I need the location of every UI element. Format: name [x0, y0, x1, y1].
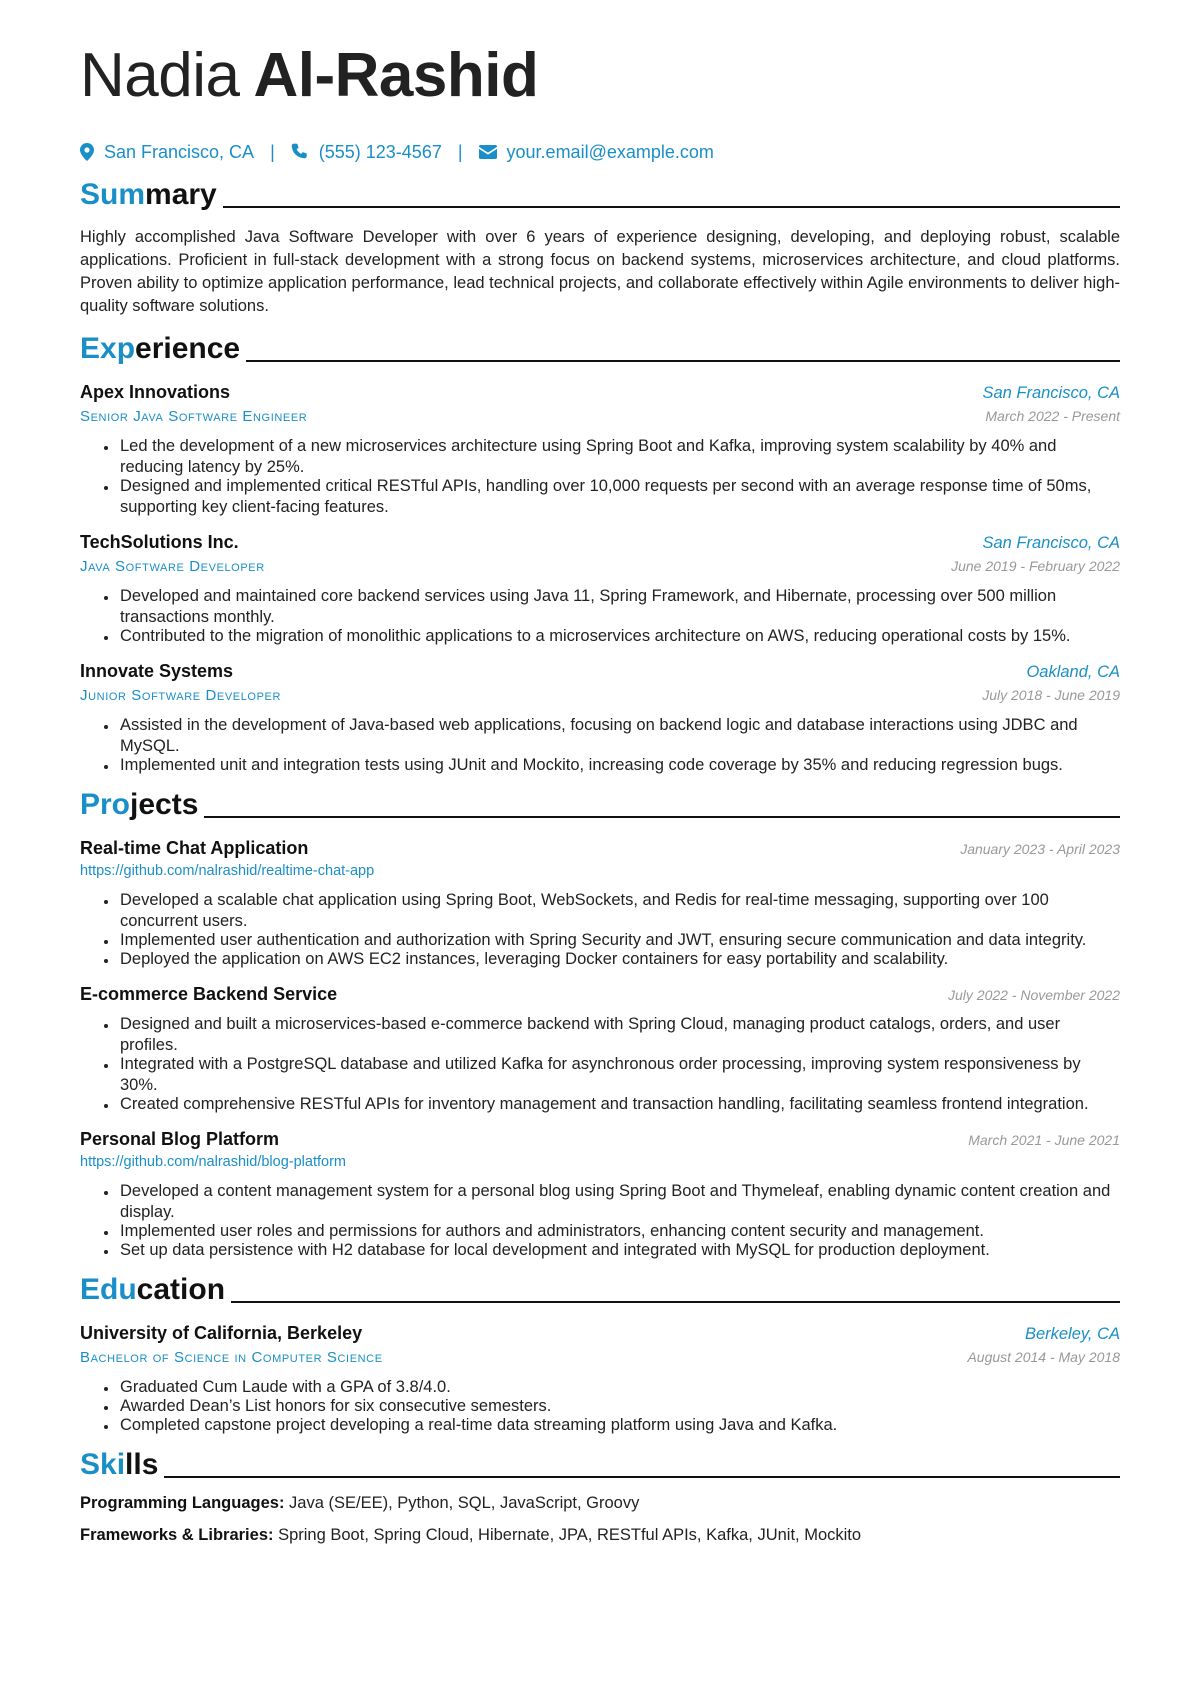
section-title: Summary — [80, 178, 217, 211]
bullet-list — [80, 890, 1120, 970]
first-name: Nadia — [80, 41, 240, 110]
project-entry — [80, 982, 1120, 1115]
job-date: June 2019 - February 2022 — [951, 558, 1120, 574]
job-location: San Francisco, CA — [982, 384, 1120, 402]
candidate-name — [80, 38, 1120, 114]
section-heading — [80, 1442, 1120, 1482]
list-item: • Completed capstone project developing a real-time data streaming platform using Java and Kafka. — [118, 1415, 1120, 1436]
list-item: • Designed and implemented critical RESTful APIs, handling over 10,000 requests per second with an average response time of 50ms, supporting key client-facing features. — [118, 476, 1120, 518]
skills-section — [80, 1442, 1120, 1546]
list-item: • Contributed to the migration of monolithic applications to a microservices architecture on AWS, reducing operational costs by 15%. — [118, 626, 1120, 647]
list-item: • Assisted in the development of Java-based web applications, focusing on backend logic and database interactions using JDBC and MySQL. — [118, 715, 1120, 757]
project-link[interactable]: https://github.com/nalrashid/realtime-chat-app — [80, 863, 375, 879]
list-item: • Implemented unit and integration tests using JUnit and Mockito, increasing code coverage by 35% and reducing regression bugs. — [118, 755, 1120, 776]
project-date: January 2023 - April 2023 — [960, 841, 1120, 857]
skill-label: Frameworks & Libraries: — [80, 1526, 274, 1544]
list-item: • Developed a scalable chat application using Spring Boot, WebSockets, and Redis for real-time messaging, supporting over 100 concurrent users. — [118, 890, 1120, 932]
project-date: July 2022 - November 2022 — [948, 987, 1120, 1003]
list-item: • Developed a content management system for a personal blog using Spring Boot and Thymeleaf, enabling dynamic content creation and display. — [118, 1181, 1120, 1223]
section-heading — [80, 1267, 1120, 1307]
job-title: Java Software Developer — [80, 558, 265, 575]
projects-section — [80, 782, 1120, 1261]
section-rule — [223, 206, 1120, 208]
list-item: • Awarded Dean’s List honors for six consecutive semesters. — [118, 1396, 1120, 1417]
company-name: TechSolutions Inc. — [80, 532, 239, 552]
bullet-list — [80, 1014, 1120, 1115]
list-item: • Created comprehensive RESTful APIs for inventory management and transaction handling, facilitating seamless frontend integration. — [118, 1094, 1120, 1115]
phone-icon — [291, 143, 309, 161]
section-title: Education — [80, 1273, 226, 1306]
company-name: Innovate Systems — [80, 661, 234, 681]
contact-email[interactable] — [479, 142, 714, 163]
map-marker-icon — [80, 143, 94, 161]
bullet-list — [80, 1377, 1120, 1436]
section-title: Projects — [80, 788, 199, 821]
skill-value: Java (SE/EE), Python, SQL, JavaScript, Groovy — [289, 1494, 640, 1512]
job-location: Oakland, CA — [1026, 663, 1120, 681]
section-rule — [204, 816, 1120, 818]
bullet-list — [80, 436, 1120, 518]
experience-section — [80, 326, 1120, 776]
list-item: • Developed and maintained core backend services using Java 11, Spring Framework, and Hibernate, processing over 500 million transactions monthly. — [118, 586, 1120, 628]
company-name: Apex Innovations — [80, 382, 231, 402]
experience-entry — [80, 380, 1120, 518]
degree: Bachelor of Science in Computer Science — [80, 1349, 383, 1366]
job-location: San Francisco, CA — [982, 534, 1120, 552]
experience-entry — [80, 530, 1120, 647]
skill-row — [80, 1492, 1120, 1514]
section-title: Skills — [80, 1448, 159, 1481]
project-link[interactable]: https://github.com/nalrashid/blog-platform — [80, 1154, 346, 1170]
project-name: Personal Blog Platform — [80, 1129, 280, 1149]
list-item: • Implemented user authentication and authorization with Spring Security and JWT, ensuring secure communication and data integrity. — [118, 930, 1120, 951]
skill-label: Programming Languages: — [80, 1494, 285, 1512]
phone-text: (555) 123-4567 — [318, 141, 442, 162]
section-rule — [231, 1301, 1120, 1303]
list-item: • Deployed the application on AWS EC2 instances, leveraging Docker containers for easy portability and scalability. — [118, 949, 1120, 970]
list-item: • Set up data persistence with H2 database for local development and integrated with MySQL for production deployment. — [118, 1240, 1120, 1261]
bullet-list — [80, 586, 1120, 647]
section-rule — [246, 360, 1120, 362]
job-title: Junior Software Developer — [80, 687, 282, 704]
list-item: • Graduated Cum Laude with a GPA of 3.8/4.0. — [118, 1377, 1120, 1398]
list-item: • Implemented user roles and permissions for authors and administrators, enhancing content security and management. — [118, 1221, 1120, 1242]
contact-phone[interactable] — [291, 142, 442, 163]
bullet-list — [80, 1181, 1120, 1261]
section-heading — [80, 326, 1120, 366]
job-date: March 2022 - Present — [985, 408, 1120, 424]
section-title: Experience — [80, 332, 241, 365]
project-date: March 2021 - June 2021 — [968, 1132, 1120, 1148]
list-item: • Designed and built a microservices-based e-commerce backend with Spring Cloud, managing product catalogs, orders, and user profiles. — [118, 1014, 1120, 1056]
contact-separator: | — [457, 141, 463, 162]
project-name: Real-time Chat Application — [80, 838, 309, 858]
summary-section — [80, 172, 1120, 318]
contact-location — [80, 142, 254, 163]
contact-bar — [80, 140, 1120, 164]
email-text: your.email@example.com — [506, 141, 714, 162]
school-location: Berkeley, CA — [1024, 1325, 1120, 1343]
project-entry — [80, 1127, 1120, 1261]
summary-text: Highly accomplished Java Software Developer with over 6 years of experience designing, developing, and deploying robust, scalable applications. Proficient in full-stack development with a strong focus on backend systems, microservices architecture, and cloud platforms. Proven ability to optimize application performance, lead technical projects, and collaborate effectively within Agile environments to deliver high-quality software solutions. — [80, 228, 1120, 315]
job-date: July 2018 - June 2019 — [982, 687, 1120, 703]
list-item: • Integrated with a PostgreSQL database and utilized Kafka for asynchronous order processing, improving system responsiveness by 30%. — [118, 1054, 1120, 1096]
education-entry — [80, 1321, 1120, 1436]
education-section — [80, 1267, 1120, 1436]
education-date: August 2014 - May 2018 — [967, 1349, 1120, 1365]
skill-row — [80, 1524, 1120, 1546]
list-item: • Led the development of a new microservices architecture using Spring Boot and Kafka, improving system scalability by 40% and reducing latency by 25%. — [118, 436, 1120, 478]
skill-value: Spring Boot, Spring Cloud, Hibernate, JPA, RESTful APIs, Kafka, JUnit, Mockito — [278, 1526, 862, 1544]
experience-entry — [80, 659, 1120, 776]
location-text: San Francisco, CA — [104, 141, 255, 162]
section-heading — [80, 782, 1120, 822]
project-entry — [80, 836, 1120, 970]
section-heading — [80, 172, 1120, 212]
bullet-list — [80, 715, 1120, 776]
school-name: University of California, Berkeley — [80, 1323, 363, 1343]
last-name: Al-Rashid — [253, 41, 539, 110]
job-title: Senior Java Software Engineer — [80, 408, 308, 425]
envelope-icon — [479, 145, 497, 159]
project-name: E-commerce Backend Service — [80, 984, 338, 1004]
contact-separator: | — [270, 141, 275, 162]
section-rule — [164, 1476, 1120, 1478]
